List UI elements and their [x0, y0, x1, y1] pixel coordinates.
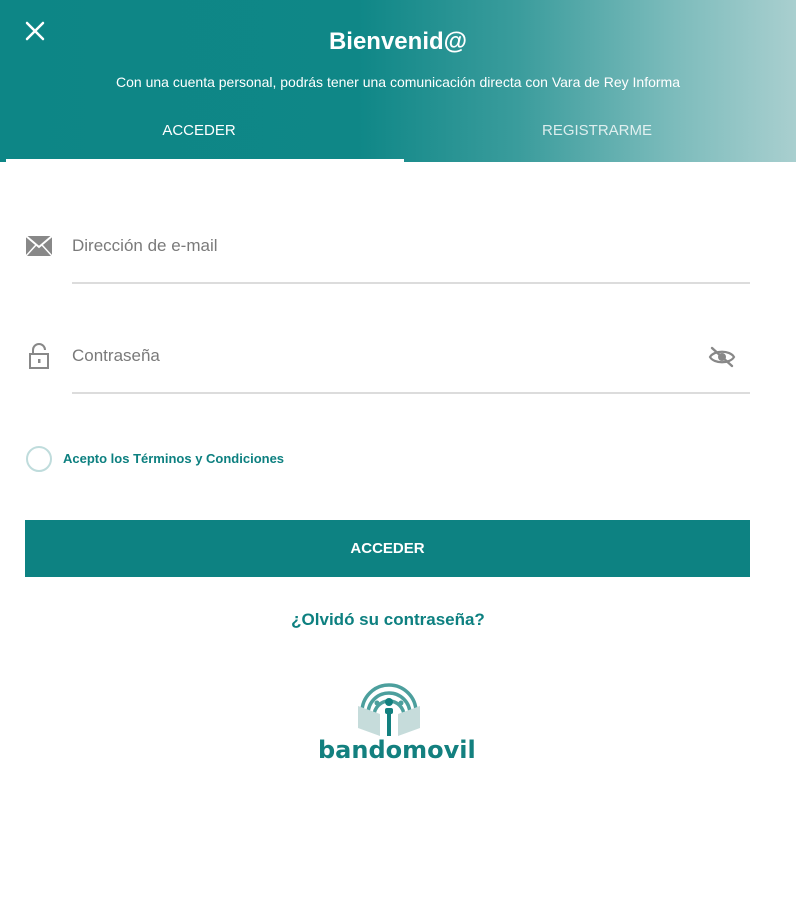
terms-label[interactable]: Acepto los Términos y Condiciones: [63, 451, 285, 466]
bandomovil-logo: [318, 678, 476, 770]
email-field: [72, 226, 750, 284]
password-field: [72, 336, 750, 394]
tab-registrarme[interactable]: REGISTRARME: [541, 122, 652, 139]
header: [0, 0, 796, 162]
toggle-password-visibility[interactable]: [705, 343, 739, 371]
page-subtitle: Con una cuenta personal, podrás tener una comunicación directa con Vara de Rey Informa: [116, 74, 680, 90]
mail-icon: [24, 233, 54, 259]
terms-checkbox[interactable]: [26, 446, 52, 472]
forgot-password-link[interactable]: ¿Olvidó su contraseña?: [291, 610, 485, 629]
tab-acceder[interactable]: ACCEDER: [162, 122, 236, 139]
lock-icon: [27, 342, 51, 370]
logo-text: bandomovil: [318, 736, 476, 764]
eye-off-icon: [708, 346, 736, 368]
email-input[interactable]: [72, 226, 692, 266]
active-tab-indicator: [6, 159, 404, 162]
broadcast-person-icon: [318, 678, 460, 740]
password-input[interactable]: [72, 336, 692, 376]
acceder-button[interactable]: ACCEDER: [25, 520, 750, 577]
page-title: Bienvenid@: [328, 28, 468, 55]
